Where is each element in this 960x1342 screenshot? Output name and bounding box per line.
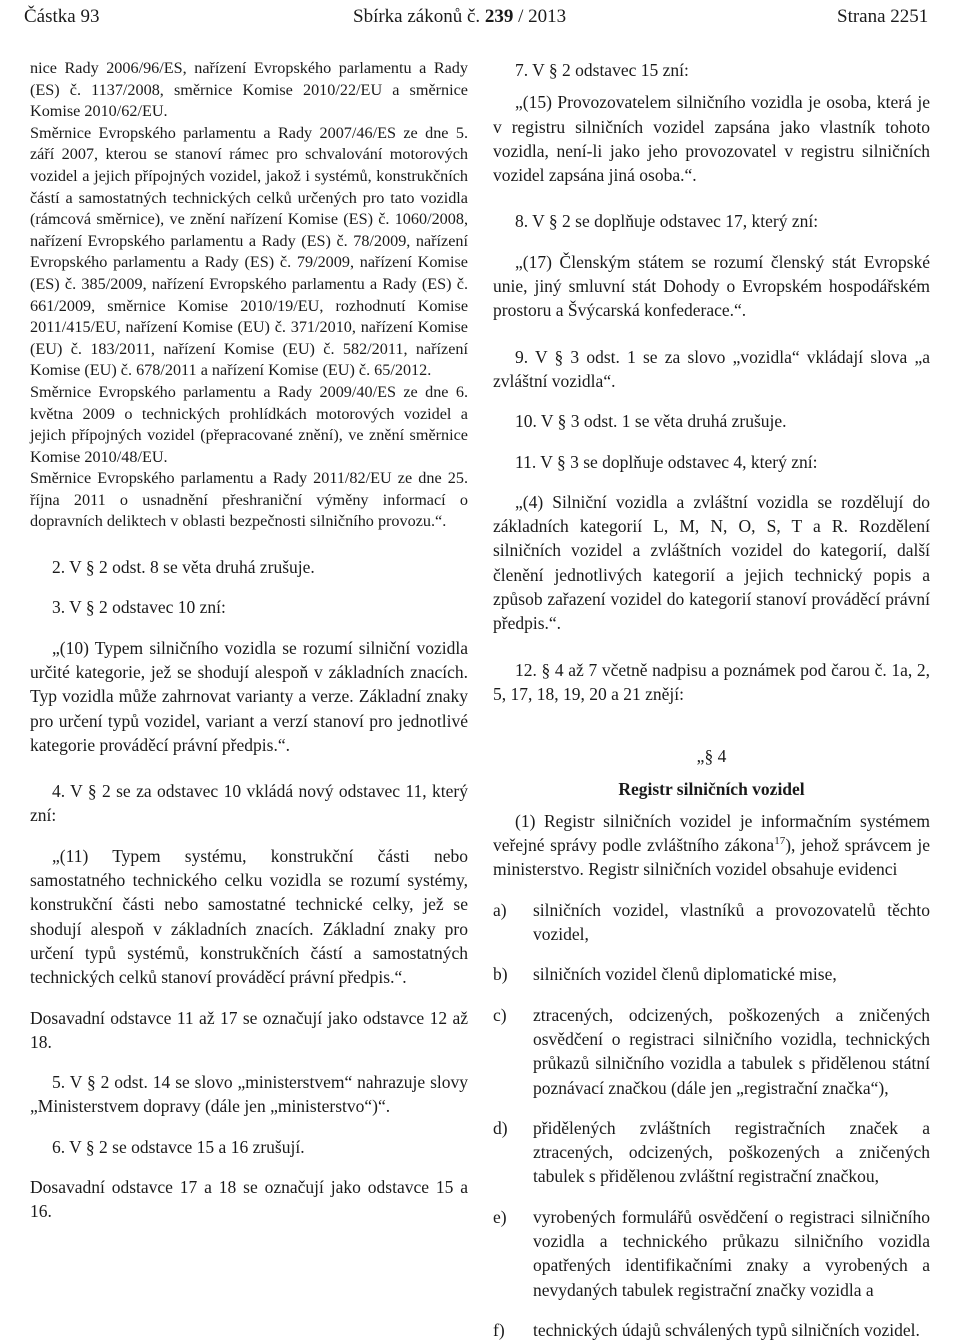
amendment-point: 7. V § 2 odstavec 15 zní: xyxy=(515,60,689,80)
amendment-point: 12. § 4 až 7 včetně nadpisu a poznámek pod čarou č. 1a, 2, 5, 17, 18, 19, 20 a 21 znějí: xyxy=(493,659,930,704)
list-item xyxy=(493,1003,930,1100)
amendment-point: 8. V § 2 se doplňuje odstavec 17, který zní: xyxy=(515,211,819,232)
amendment-text: „(4) Silniční vozidla a zvláštní vozidla se rozdělují do základních kategorií L, M, N, O, S, T a R. Rozdělení silničních vozidel a zvláštních vozidel do kategorií, další členění jednotlivých kategorií a jejich technický popis a způsob zařazení vozidel do kategorií stanoví prováděcí právní předpis.“. xyxy=(493,491,930,634)
list-item-text: silničních vozidel členů diplomatické mise, xyxy=(533,964,837,985)
amendment-point: 2. V § 2 odst. 8 se věta druhá zrušuje. xyxy=(52,557,315,578)
legislation-list xyxy=(30,58,468,533)
amendment-point: 3. V § 2 odstavec 10 zní: xyxy=(52,597,226,618)
amendment-text: „(11) Typem systému, konstrukční části nebo samostatného technického celku vozidla se rozumí systémy, konstrukční části nebo samostatné technické celky, jež se shodují alespoň v základních znacích. Základní znaky pro určení typů systémů, konstrukčních částí a samostatných technických celků stanoví prováděcí právní předpis.“. xyxy=(30,845,468,988)
issue-number: Částka 93 xyxy=(24,6,100,27)
list-item xyxy=(493,1205,930,1302)
section-title: Registr silničních vozidel xyxy=(618,778,805,799)
page-header xyxy=(0,0,960,34)
legislation-ref: Směrnice Evropského parlamentu a Rady 2007/46/ES ze dne 5. září 2007, kterou se stanoví rámec pro schvalování motorových vozidel a jejich přípojných vozidel, jakož i systémů, konstrukčních částí a samostatných technických celků určených pro tato vozidla (rámcová směrnice), ve znění nařízení Komise (ES) č. 1060/2008, nařízení Evropského parlamentu a Rady (ES) č. 78/2009, nařízení Evropského parlamentu a Rady (ES) č. 79/2009, nařízení Komise (ES) č. 385/2009, nařízení Evropského parlamentu a Rady (ES) č. 661/2009, směrnice Komise 2010/19/EU, rozhodnutí Komise 2011/415/EU, nařízení Komise (EU) č. 371/2010, nařízení Komise (EU) č. 183/2011, nařízení Komise (EU) č. 582/2011, nařízení Komise (EU) č. 678/2011 a nařízení Komise (EU) č. 65/2012. xyxy=(30,123,468,380)
collection-year: / 2013 xyxy=(513,6,567,27)
list-item-text: přidělených zvláštních registračních značek a ztracených, odcizených, poškozených a zničených tabulek s přidělenou zvláštní registrační značkou, xyxy=(533,1117,930,1187)
list-item-label: b) xyxy=(493,964,508,985)
list-item-label: e) xyxy=(493,1206,507,1227)
evidence-list xyxy=(493,898,930,1342)
amendment-point: 11. V § 3 se doplňuje odstavec 4, který zní: xyxy=(515,451,818,472)
amendment-note: Dosavadní odstavce 17 a 18 se označují jako odstavce 15 a 16. xyxy=(30,1177,468,1222)
legislation-ref: nice Rady 2006/96/ES, nařízení Evropského parlamentu a Rady (ES) č. 1137/2008, směrnice Komise 2010/22/EU a směrnice Komise 2010/62/EU. xyxy=(30,59,468,121)
page-number: Strana 2251 xyxy=(837,6,929,27)
list-item-label: d) xyxy=(493,1117,508,1138)
amendment-note: Dosavadní odstavce 11 až 17 se označují jako odstavce 12 až 18. xyxy=(30,1007,468,1052)
amendment-point: 4. V § 2 se za odstavec 10 vkládá nový odstavec 11, který zní: xyxy=(30,781,468,826)
collection-label: Sbírka zákonů č. xyxy=(353,6,481,27)
list-item-label: a) xyxy=(493,899,507,920)
list-item xyxy=(493,898,930,947)
legislation-ref: Směrnice Evropského parlamentu a Rady 2009/40/ES ze dne 6. května 2009 o technických prohlídkách motorových vozidel a jejich přípojných vozidel (přepracované znění), ve znění směrnice Komise 2010/48/EU. xyxy=(30,382,468,466)
amendment-point: 5. V § 2 odst. 14 se slovo „ministerstvem“ nahrazuje slovy „Ministerstvem dopravy (dále jen „ministerstvo“)“. xyxy=(30,1072,468,1117)
section-paragraph-part: ), jehož správcem je ministerstvo. Registr silničních vozidel obsahuje evidenci xyxy=(493,835,930,880)
section-paragraph xyxy=(493,809,930,882)
list-item-text: ztracených, odcizených, poškozených a zničených osvědčení o registraci silničního vozidla, technických průkazů silničního vozidla a tabulek s přidělenou státní poznávací značkou (dále jen „registrační značka“), xyxy=(533,1004,930,1098)
list-item-text: technických údajů schválených typů silničních vozidel. xyxy=(533,1319,920,1340)
right-column xyxy=(493,58,930,1342)
list-item xyxy=(493,1116,930,1189)
section-paragraph-part: (1) Registr silničních vozidel je informačním systémem veřejné správy podle zvláštního zákona xyxy=(493,810,930,856)
list-item xyxy=(493,1318,930,1342)
collection-title xyxy=(353,6,566,28)
list-item xyxy=(493,962,930,986)
legislation-ref: Směrnice Evropského parlamentu a Rady 2011/82/EU ze dne 25. října 2011 o usnadnění přeshraniční výměny informací o dopravních deliktech v oblasti bezpečnosti silničního provozu.“. xyxy=(30,469,468,531)
amendment-point: 6. V § 2 se odstavce 15 a 16 zrušují. xyxy=(52,1136,305,1157)
amendment-text: „(10) Typem silničního vozidla se rozumí silniční vozidla určité kategorie, jež se shodují alespoň v základních znacích. Typ vozidla může zahrnovat varianty a verze. Základní znaky pro určení typů vozidel, variant a verzí stanoví pro jednotlivé kategorie prováděcí právní předpis.“. xyxy=(30,637,468,755)
section-mark: „§ 4 xyxy=(696,746,727,767)
amendment-text: „(15) Provozovatelem silničního vozidla je osoba, která je v registru silničních vozidel zapsána jako vlastník tohoto vozidla, není-li jako jeho provozovatel v registru silničních vozidel zapsána jiná osoba.“. xyxy=(493,92,930,186)
amendment-point: 10. V § 3 odst. 1 se věta druhá zrušuje. xyxy=(515,411,787,432)
collection-number: 239 xyxy=(484,6,514,27)
list-item-text: vyrobených formulářů osvědčení o registraci silničního vozidla a technického průkazu silničního vozidla opatřených identifikačními znaky a vyrobených a nevydaných tabulek registrační značky vozidla a xyxy=(533,1206,930,1300)
list-item-label: f) xyxy=(493,1319,505,1340)
list-item-label: c) xyxy=(493,1004,507,1025)
left-column xyxy=(30,58,468,1224)
amendment-text: „(17) Členským státem se rozumí členský stát Evropské unie, jiný smluvní stát Dohody o Evropském hospodářském prostoru a Švýcarská konfederace.“. xyxy=(493,251,930,321)
list-item-text: silničních vozidel, vlastníků a provozovatelů těchto vozidel, xyxy=(533,899,930,945)
footnote-ref: 17 xyxy=(774,835,786,848)
amendment-point: 9. V § 3 odst. 1 se za slovo „vozidla“ vkládají slova „a zvláštní vozidla“. xyxy=(493,346,930,391)
